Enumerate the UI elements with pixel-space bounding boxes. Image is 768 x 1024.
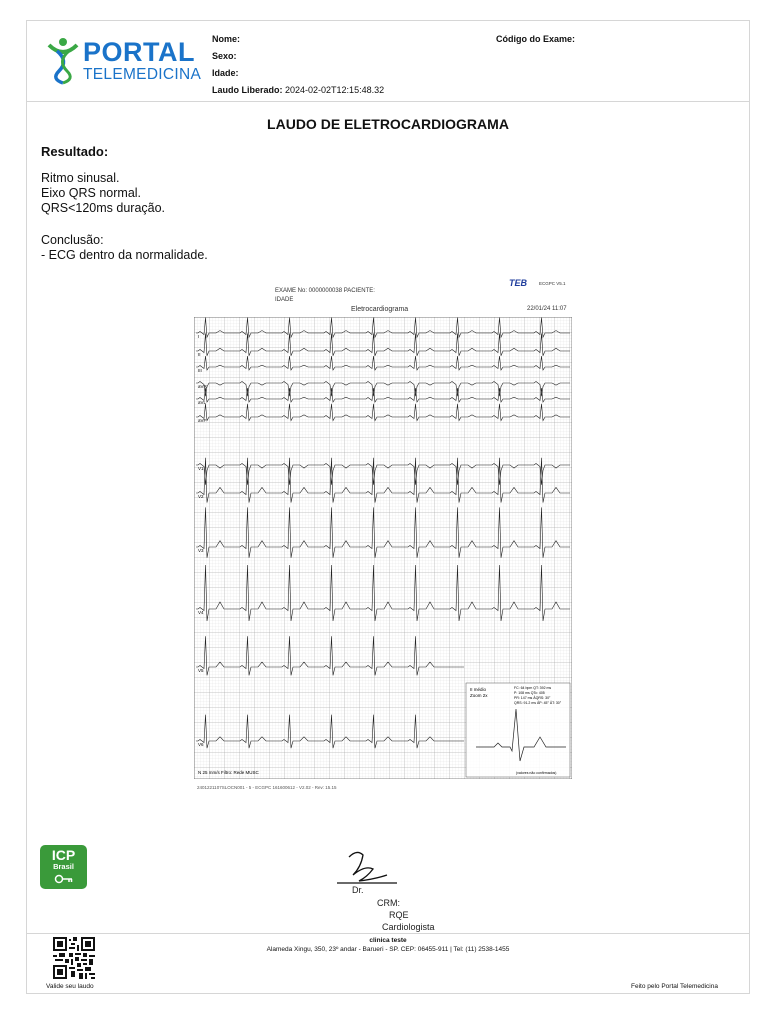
median-zoom: Zoom 2x <box>470 693 488 698</box>
ecg-tracing <box>194 317 572 779</box>
laudo-liberado-label: Laudo Liberado: <box>212 85 283 95</box>
icp-text: ICP <box>51 847 76 863</box>
footer-divider <box>27 933 749 934</box>
median-value-2: P: 108 ms QTc: 405 <box>514 691 545 695</box>
ecg-exame-line: EXAME No: 0000000038 PACIENTE: <box>275 288 375 294</box>
ecg-datetime: 22/01/24 11:07 <box>527 306 567 312</box>
signature-rqe: RQE <box>389 910 409 920</box>
ecg-lead-label-avr: aVR <box>198 384 207 389</box>
ecg-footer-right: (valores não confirmados) <box>516 771 557 775</box>
ecg-software: ECGPC V5.1 <box>539 281 566 286</box>
logo-text-portal: PORTAL <box>83 37 195 67</box>
ecg-lead-label-avf: aVF <box>198 418 207 423</box>
codigo-exame-label: Código do Exame: <box>496 34 576 44</box>
resultado-line-2: Eixo QRS normal. <box>41 186 142 200</box>
ecg-lead-label-avl: aVL <box>198 400 207 405</box>
ecg-bottom-line: 2401221107SLOCN001 - 5 - ECGPC 161600612 - V2.02 - Rev: 15.15 <box>197 785 337 790</box>
nome-field <box>212 34 240 44</box>
icp-brasil-text: Brasil <box>53 862 74 871</box>
teb-logo: TEB <box>509 278 527 288</box>
report-header <box>27 21 749 102</box>
idade-label: Idade: <box>212 68 239 78</box>
portal-telemedicina-logo <box>47 37 202 89</box>
median-value-1: FC: 64 bpm QT: 392 ms <box>514 686 552 690</box>
logo-text-telemedicina: TELEMEDICINA <box>83 66 202 83</box>
signature-image <box>317 845 417 895</box>
resultado-line-1: Ritmo sinusal. <box>41 171 120 185</box>
ecg-lead-label-v1: V1 <box>198 466 204 471</box>
nome-label: Nome: <box>212 34 241 44</box>
sexo-field <box>212 51 237 61</box>
made-by-text: Feito pelo Portal Telemedicina <box>631 983 718 990</box>
clinic-address: Alameda Xingu, 350, 23º andar - Barueri - SP. CEP: 06455-911 | Tel: (11) 2538-1455 <box>266 946 510 953</box>
ecg-lead-label-iii: III <box>198 368 202 373</box>
report-page <box>26 20 750 994</box>
signature-dr: Dr. <box>352 885 364 895</box>
laudo-liberado-field <box>212 85 384 95</box>
ecg-lead-label-v6: V6 <box>198 742 204 747</box>
sexo-label: Sexo: <box>212 51 237 61</box>
ecg-lead-label-v2: V2 <box>198 494 204 499</box>
ecg-lead-label-v5: V5 <box>198 668 204 673</box>
ecg-lead-label-ii: II <box>198 352 201 357</box>
validate-link[interactable]: Valide seu laudo <box>46 983 94 990</box>
resultado-line-3: QRS<120ms duração. <box>41 201 166 215</box>
ecg-title: Eletrocardiograma <box>351 306 409 313</box>
ecg-idade-line: IDADE <box>275 297 294 303</box>
conclusao-line: - ECG dentro da normalidade. <box>41 248 208 262</box>
ecg-lead-label-v4: V4 <box>198 610 204 615</box>
key-icon <box>54 873 74 885</box>
signature-crm: CRM: <box>377 898 400 908</box>
idade-field <box>212 68 239 78</box>
median-title: II médio <box>470 687 487 692</box>
ecg-lead-label-v3: V3 <box>198 548 204 553</box>
laudo-liberado-value: 2024-02-02T12:15:48.32 <box>285 85 385 95</box>
report-title: LAUDO DE ELETROCARDIOGRAMA <box>267 116 509 132</box>
logo-figure-icon <box>47 37 79 85</box>
ecg-footer-left: N 25 mm/s Filtro: Rede MUSC <box>198 770 259 775</box>
median-value-3: PR: 147 ms ÂQRS: 30° <box>514 696 551 700</box>
conclusao-label: Conclusão: <box>41 233 104 247</box>
icp-brasil-stamp <box>40 845 87 889</box>
ecg-lead-label-i: I <box>198 334 200 339</box>
clinic-name: clinica teste <box>369 937 407 944</box>
codigo-exame-field <box>496 34 575 44</box>
signature-role: Cardiologista <box>382 922 435 932</box>
median-value-4: QRS: 91.2 ms ÂP: 45° ÂT: 30° <box>514 701 562 705</box>
resultado-label: Resultado: <box>41 144 109 159</box>
